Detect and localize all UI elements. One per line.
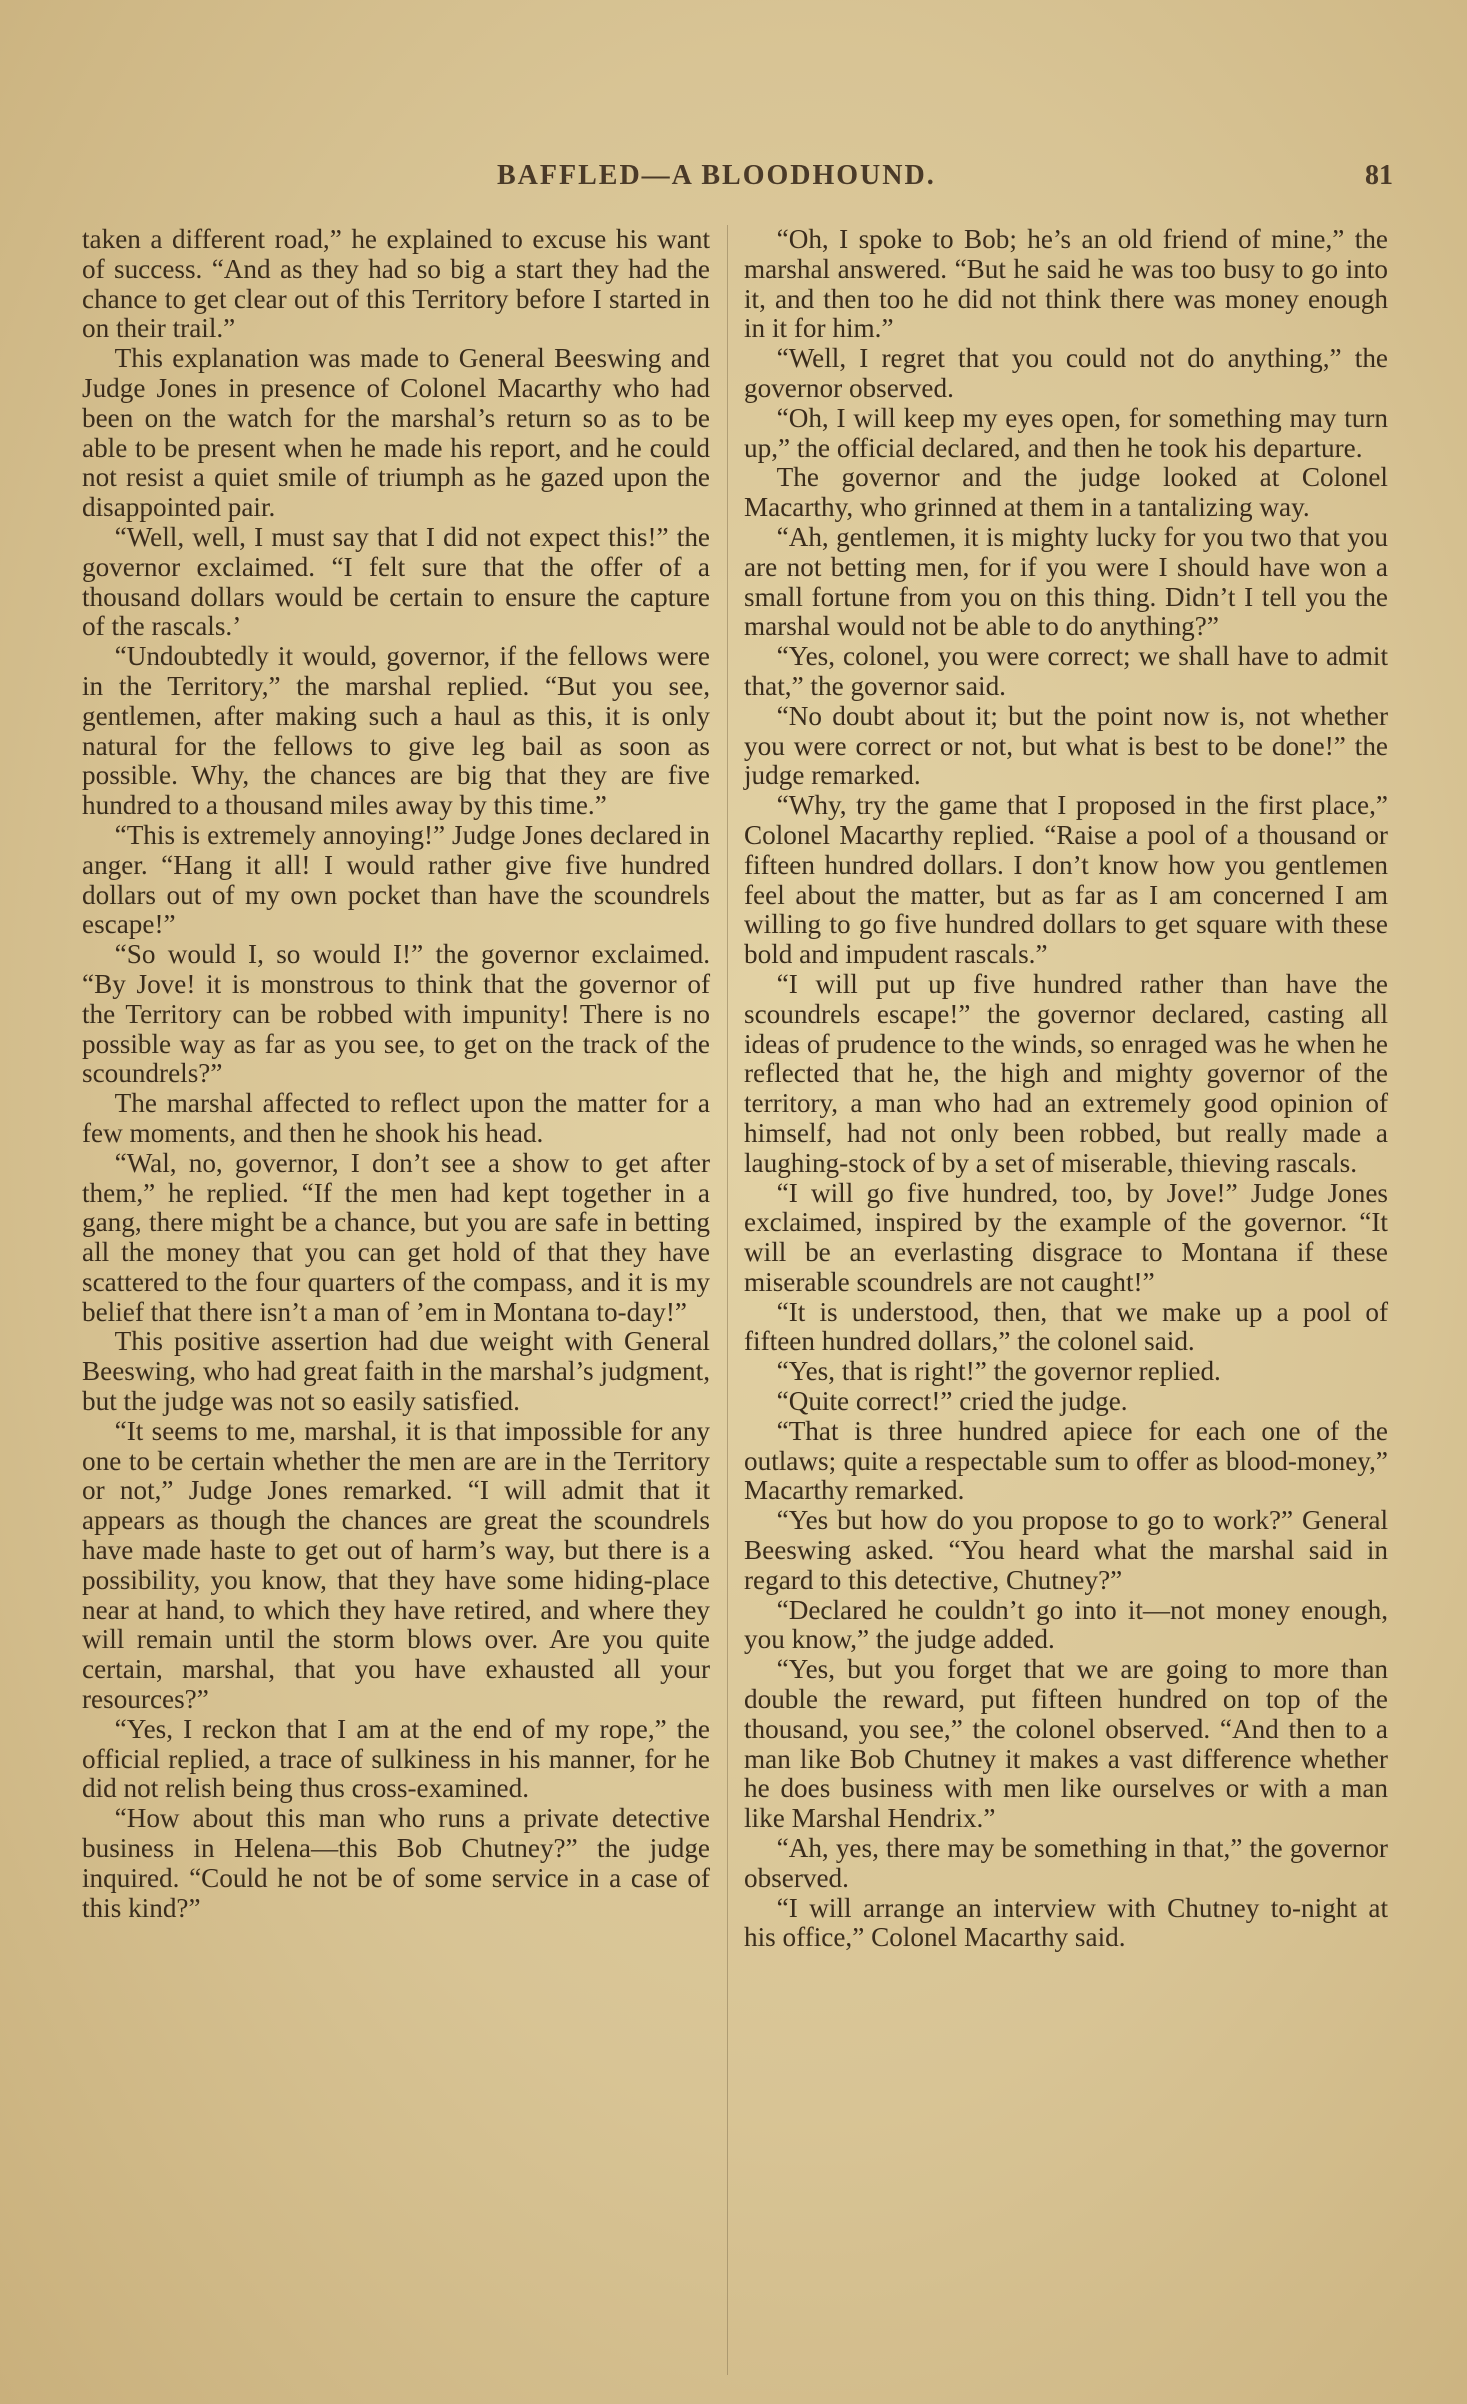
paragraph: “Declared he couldn’t go into it—not money enough, you know,” the judge added. — [744, 1594, 1388, 1655]
paragraph: “Yes, I reckon that I am at the end of my rope,” the official replied, a trace of sulkiness in his manner, for he did not relish being thus cross-examined. — [82, 1713, 710, 1804]
paragraph: “So would I, so would I!” the governor exclaimed. “By Jove! it is monstrous to think that the governor of the Territory can be robbed with impunity! There is no possible way as far as you see, to get on the track of the scoundrels?” — [82, 939, 710, 1089]
paragraph: “No doubt about it; but the point now is, not whether you were correct or not, but what is best to be done!” the judge remarked. — [744, 700, 1388, 791]
paragraph: “I will arrange an interview with Chutney to-night at his office,” Colonel Macarthy said. — [744, 1892, 1388, 1953]
paragraph: “Ah, gentlemen, it is mighty lucky for you two that you are not betting men, for if you were I should have won a small fortune from you on this thing. Didn’t I tell you the marshal would not be able to do anything?” — [744, 521, 1388, 642]
paragraph: This explanation was made to General Beeswing and Judge Jones in presence of Colonel Macarthy who had been on the watch for the marshal’s return so as to be able to be present when he made his report, and he could not resist a quiet smile of triumph as he gazed upon the disappointed pair. — [82, 343, 710, 523]
running-title: BAFFLED—A BLOODHOUND. — [497, 160, 936, 191]
paragraph: “Why, try the game that I proposed in the first place,” Colonel Macarthy replied. “Raise a pool of a thousand or fifteen hundred dollars. I don’t know how you gentlemen feel about the matter, but as far as I am concerned I am willing to go five hundred dollars to get square with these bold and impudent rascals.” — [744, 790, 1388, 970]
paragraph: “Well, well, I must say that I did not expect this!” the governor exclaimed. “I felt sure that the offer of a thousand dollars would be certain to ensure the capture of the rascals.’ — [82, 521, 710, 642]
paragraph: “I will put up five hundred rather than have the scoundrels escape!” the governor declared, casting all ideas of prudence to the winds, so enraged was he when he reflected that he, the high and mighty governor of the territory, a man who had an extremely good opinion of himself, had not only been robbed, but really made a laughing-stock of by a set of miserable, thieving rascals. — [744, 968, 1388, 1178]
paragraph: “Yes, colonel, you were correct; we shall have to admit that,” the governor said. — [744, 641, 1388, 701]
paragraph: “Yes, that is right!” the governor replied. — [776, 1356, 1221, 1387]
paragraph: “That is three hundred apiece for each one of the outlaws; quite a respectable sum to offer as blood-money,” Macarthy remarked. — [744, 1415, 1388, 1506]
paragraph: “Yes, but you forget that we are going to more than double the reward, put fifteen hundred on top of the thousand, you see,” the colonel observed. “And then to a man like Bob Chutney it makes a vast difference whether he does business with men like ourselves or with a man like Marshal Hendrix.” — [744, 1654, 1388, 1834]
paragraph: “This is extremely annoying!” Judge Jones declared in anger. “Hang it all! I would rather give five hundred dollars out of my own pocket than have the scoundrels escape!” — [82, 819, 710, 940]
paragraph: taken a different road,” he explained to excuse his want of success. “And as they had so big a start they had the chance to get clear out of this Territory before I started in on their trail.” — [82, 224, 710, 344]
paragraph: “Oh, I will keep my eyes open, for something may turn up,” the official declared, and then he took his departure. — [744, 402, 1388, 463]
paragraph: “Ah, yes, there may be something in that,” the governor observed. — [744, 1833, 1388, 1893]
paragraph: “I will go five hundred, too, by Jove!” Judge Jones exclaimed, inspired by the example of the governor. “It will be an everlasting disgrace to Montana if these miserable scoundrels are not caught!” — [744, 1177, 1388, 1297]
paragraph: The governor and the judge looked at Colonel Macarthy, who grinned at them in a tantalizing way. — [744, 462, 1388, 523]
paragraph: “It is understood, then, that we make up a pool of fifteen hundred dollars,” the colonel said. — [744, 1296, 1388, 1357]
paragraph: “Well, I regret that you could not do anything,” the governor observed. — [744, 343, 1388, 403]
paragraph: “Quite correct!” cried the judge. — [776, 1386, 1128, 1417]
page-header — [0, 160, 1467, 200]
left-column — [82, 225, 710, 1923]
right-column — [744, 225, 1388, 1953]
paragraph: The marshal affected to reflect upon the matter for a few moments, and then he shook his head. — [82, 1088, 710, 1148]
page-number: 81 — [1365, 160, 1393, 191]
paragraph: “It seems to me, marshal, it is that impossible for any one to be certain whether the men are are in the Territory or not,” Judge Jones remarked. “I will admit that it appears as though the chances are great the scoundrels have made haste to get out of harm’s way, but there is a possibility, you know, that they have some hiding-place near at hand, to which they have retired, and where they will remain until the storm blows over. Are you quite certain, marshal, that you have exhausted all your resources?” — [82, 1415, 710, 1715]
column-divider — [727, 225, 728, 2375]
paragraph: “Undoubtedly it would, governor, if the fellows were in the Territory,” the marshal replied. “But you see, gentlemen, after making such a haul as this, it is only natural for the fellows to give leg bail as soon as possible. Why, the chances are big that they are five hundred to a thousand miles away by this time.” — [82, 641, 710, 821]
paragraph: “Wal, no, governor, I don’t see a show to get after them,” he replied. “If the men had kept together in a gang, there might be a chance, but you are safe in betting all the money that you can get hold of that they have scattered to the four quarters of the compass, and it is my belief that there isn’t a man of ’em in Montana to-day!” — [82, 1147, 710, 1327]
paragraph: This positive assertion had due weight with General Beeswing, who had great faith in the marshal’s judgment, but the judge was not so easily satisfied. — [82, 1326, 710, 1417]
paragraph: “Oh, I spoke to Bob; he’s an old friend of mine,” the marshal answered. “But he said he was too busy to go into it, and then too he did not think there was money enough in it for him.” — [744, 224, 1388, 344]
paragraph: “How about this man who runs a private detective business in Helena—this Bob Chutney?” the judge inquired. “Could he not be of some service in a case of this kind?” — [82, 1803, 710, 1923]
paragraph: “Yes but how do you propose to go to work?” General Beeswing asked. “You heard what the marshal said in regard to this detective, Chutney?” — [744, 1505, 1388, 1595]
